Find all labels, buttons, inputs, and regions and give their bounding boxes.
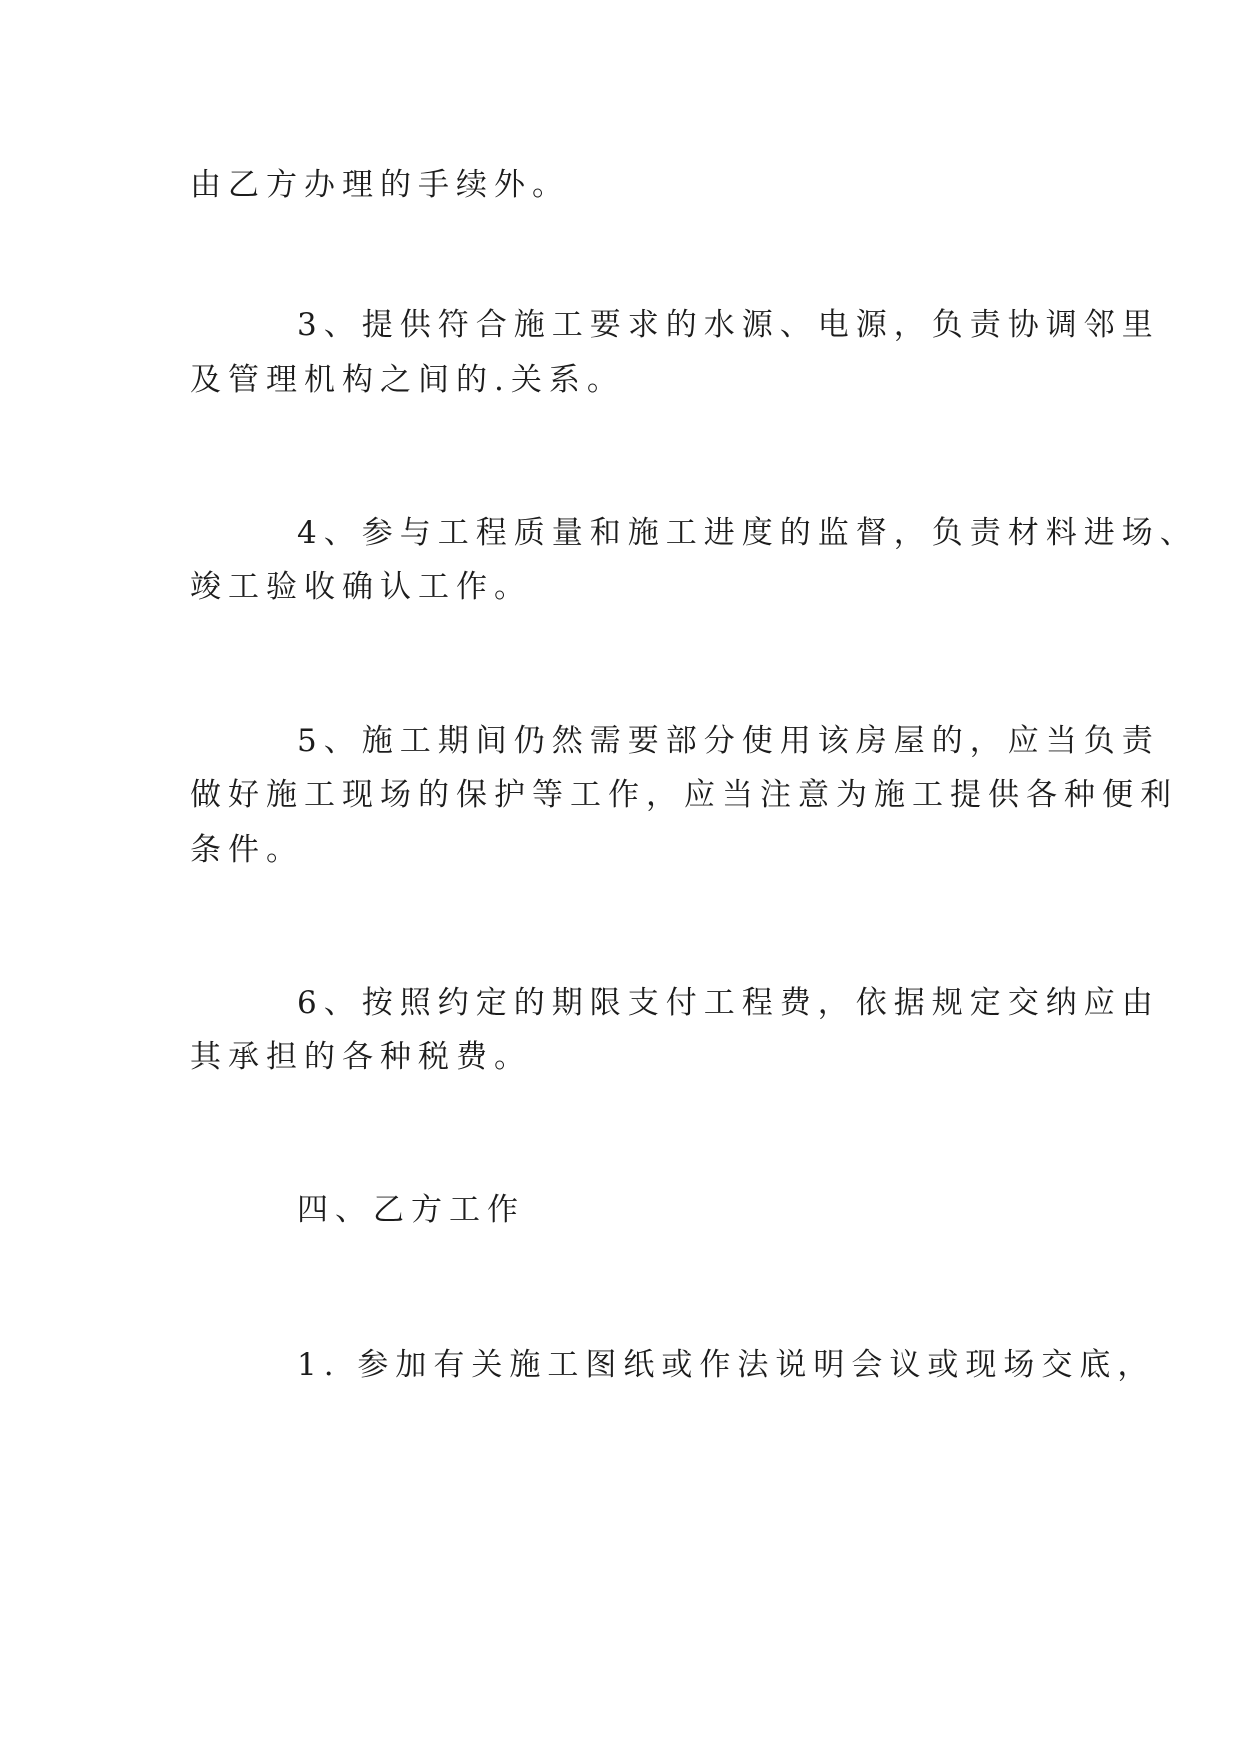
item-6-line-1: 6、按照约定的期限支付工程费，依据规定交纳应由: [297, 985, 1160, 1021]
paragraph-continuation: 由乙方办理的手续外。: [190, 167, 570, 203]
item-4-line-1: 4、参与工程质量和施工进度的监督，负责材料进场、: [297, 515, 1198, 551]
item-4-line-2: 竣工验收确认工作。: [190, 569, 532, 605]
section-4-item-1-line-1: 1. 参加有关施工图纸或作法说明会议或现场交底，: [297, 1347, 1156, 1383]
item-5-line-3: 条件。: [190, 832, 304, 868]
item-3-line-1: 3、提供符合施工要求的水源、电源，负责协调邻里: [297, 307, 1160, 343]
section-heading: 四、乙方工作: [297, 1192, 525, 1228]
item-5-line-2: 做好施工现场的保护等工作，应当注意为施工提供各种便利: [190, 777, 1178, 813]
item-5-line-1: 5、施工期间仍然需要部分使用该房屋的，应当负责: [297, 723, 1160, 759]
item-3-line-2: 及管理机构之间的.关系。: [190, 362, 625, 398]
item-6-line-2: 其承担的各种税费。: [190, 1039, 532, 1075]
